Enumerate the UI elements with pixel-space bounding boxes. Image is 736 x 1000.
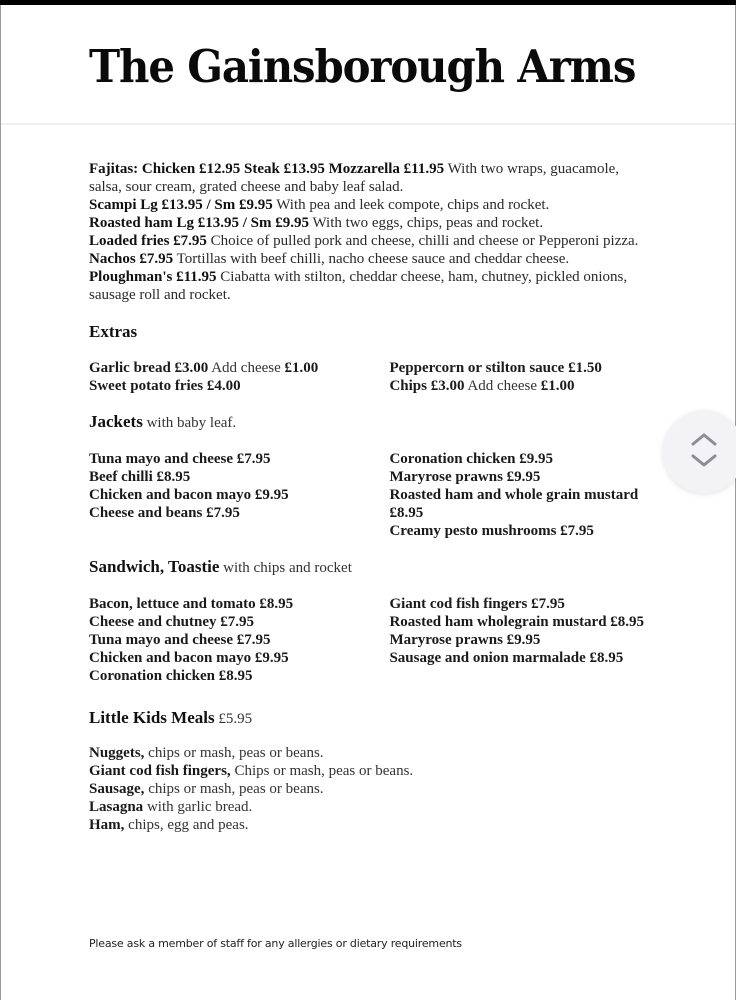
chevron-up-down-icon: [689, 431, 719, 473]
jacket-item: Cheese and beans £7.95: [89, 505, 240, 521]
kids-heading: Little Kids Meals £5.95: [89, 708, 253, 727]
kids-list: [89, 744, 649, 834]
jacket-item: Coronation chicken £9.95: [389, 451, 553, 467]
sandwich-item: Bacon, lettuce and tomato £8.95: [89, 596, 294, 612]
extras-item: Peppercorn or stilton sauce £1.50: [389, 360, 602, 376]
menu-content: [89, 160, 649, 834]
extras-item: Chips £3.00 Add cheese £1.00: [389, 378, 575, 394]
item-description: Choice of pulled pork and cheese, chilli and cheese or Pepperoni pizza.: [206, 233, 639, 249]
kids-item: Nuggets, chips or mash, peas or beans.: [89, 745, 324, 761]
sandwich-item: Giant cod fish fingers £7.95: [389, 596, 565, 612]
sandwich-item: Maryrose prawns £9.95: [389, 632, 541, 648]
jackets-list: [89, 450, 649, 540]
sandwich-list: [89, 595, 649, 685]
header-divider: [1, 123, 735, 125]
allergy-note: Please ask a member of staff for any allergies or dietary requirements: [89, 937, 462, 950]
extras-item: Garlic bread £3.00 Add cheese £1.00: [89, 360, 319, 376]
item-description: With two eggs, chips, peas and rocket.: [309, 215, 544, 231]
item-name: Loaded fries £7.95: [89, 233, 207, 249]
item-description: Ciabatta with stilton, cheddar cheese, ham, chutney, pickled onions, sausage roll and rocket.: [89, 269, 628, 303]
jacket-item: Chicken and bacon mayo £9.95: [89, 487, 289, 503]
menu-item: [89, 268, 649, 304]
sandwich-item: Chicken and bacon mayo £9.95: [89, 650, 289, 666]
jacket-item: Tuna mayo and cheese £7.95: [89, 451, 271, 467]
jacket-item: Maryrose prawns £9.95: [389, 469, 541, 485]
item-name: Roasted ham Lg £13.95 / Sm £9.95: [89, 215, 310, 231]
sandwich-item: Cheese and chutney £7.95: [89, 614, 255, 630]
sandwich-heading: Sandwich, Toastie with chips and rocket: [89, 557, 352, 576]
jacket-item: Beef chilli £8.95: [89, 469, 191, 485]
jacket-item: Roasted ham and whole grain mustard £8.95: [389, 487, 639, 521]
sandwich-item: Coronation chicken £8.95: [89, 668, 253, 684]
extras-list: [89, 359, 649, 395]
page-border-left: [0, 5, 1, 1000]
mains-section: [89, 160, 649, 304]
extras-item: Sweet potato fries £4.00: [89, 378, 241, 394]
sandwich-item: Sausage and onion marmalade £8.95: [389, 650, 624, 666]
item-description: With pea and leek compote, chips and rocket.: [272, 197, 550, 213]
kids-item: Giant cod fish fingers, Chips or mash, peas or beans.: [89, 763, 414, 779]
menu-item: [89, 160, 649, 196]
jacket-item: Creamy pesto mushrooms £7.95: [389, 523, 594, 539]
item-name: Fajitas: Chicken £12.95 Steak £13.95 Mozzarella £11.95: [89, 161, 445, 177]
menu-item: [89, 250, 649, 268]
jackets-heading: Jackets with baby leaf.: [89, 412, 237, 431]
sandwich-item: Tuna mayo and cheese £7.95: [89, 632, 271, 648]
page-scroll-button[interactable]: [663, 411, 736, 493]
extras-heading: Extras: [89, 322, 138, 341]
kids-item: Lasagna with garlic bread.: [89, 799, 253, 815]
sandwich-item: Roasted ham wholegrain mustard £8.95: [389, 614, 645, 630]
item-name: Nachos £7.95: [89, 251, 174, 267]
page-title: The Gainsborough Arms: [89, 40, 636, 93]
item-name: Ploughman's £11.95: [89, 269, 217, 285]
item-description: Tortillas with beef chilli, nacho cheese sauce and cheddar cheese.: [173, 251, 570, 267]
menu-item: [89, 214, 649, 232]
menu-item: [89, 196, 649, 214]
kids-item: Ham, chips, egg and peas.: [89, 817, 249, 833]
item-name: Scampi Lg £13.95 / Sm £9.95: [89, 197, 273, 213]
kids-item: Sausage, chips or mash, peas or beans.: [89, 781, 324, 797]
item-description: With two wraps, guacamole, salsa, sour cream, grated cheese and baby leaf salad.: [89, 161, 620, 195]
menu-item: [89, 232, 649, 250]
